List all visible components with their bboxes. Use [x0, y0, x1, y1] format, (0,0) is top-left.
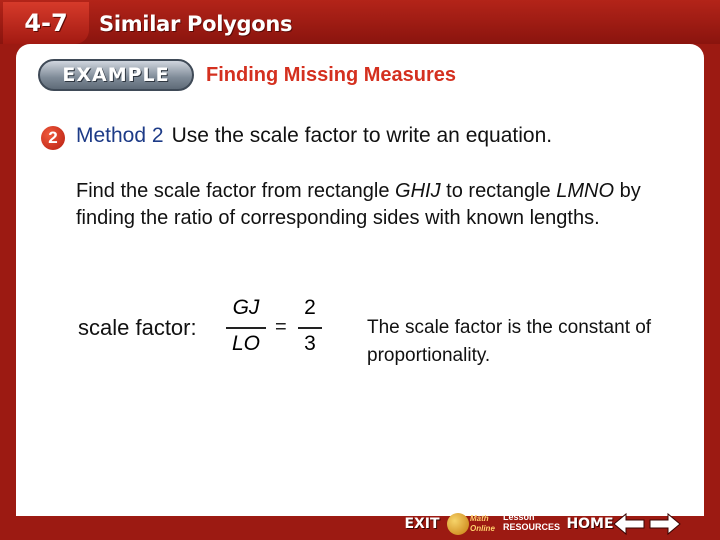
value-fraction — [298, 296, 322, 362]
previous-arrow-icon[interactable] — [612, 512, 646, 536]
content-panel — [16, 44, 704, 516]
instruction-paragraph — [76, 178, 666, 232]
proportionality-note: The scale factor is the constant of proportionality. — [367, 317, 652, 366]
method-text: Use the scale factor to write an equation. — [171, 124, 553, 147]
next-arrow-icon[interactable] — [648, 512, 682, 536]
lesson-resources-link[interactable]: Lesson RESOURCES — [503, 512, 561, 532]
paragraph-text-2: to rectangle — [440, 180, 557, 202]
math-online-globe-icon[interactable] — [447, 513, 469, 535]
fraction-bar — [298, 327, 322, 329]
lesson-number-tab: 4-7 — [3, 2, 89, 44]
method-label: Method 2 — [76, 124, 164, 147]
equals-sign: = — [275, 316, 287, 338]
fraction-bar — [226, 327, 266, 329]
side-ratio-fraction — [226, 296, 266, 362]
example-title: Finding Missing Measures — [206, 64, 457, 86]
ratio-numerator: GJ — [232, 296, 260, 319]
value-denominator: 3 — [304, 332, 316, 355]
step-number-badge: 2 — [41, 126, 65, 150]
shape-name-ghij: GHIJ — [395, 180, 441, 202]
lesson-title: Similar Polygons — [99, 12, 293, 36]
ratio-denominator: LO — [231, 332, 260, 355]
value-numerator: 2 — [304, 296, 316, 319]
math-online-link[interactable]: Math Online — [470, 514, 495, 533]
method-line — [76, 124, 552, 148]
shape-name-lmno: LMNO — [556, 180, 615, 202]
example-badge: EXAMPLE — [38, 59, 194, 91]
navigation-bar — [0, 508, 720, 540]
paragraph-text-1: Find the scale factor from rectangle — [76, 180, 396, 202]
paragraph-text-3: by finding the ratio of corresponding sides with known lengths. — [76, 180, 641, 229]
exit-button[interactable]: EXIT — [404, 516, 440, 532]
scale-factor-formula — [78, 296, 318, 366]
home-button[interactable]: HOME — [566, 516, 614, 532]
scale-factor-label: scale factor: — [78, 315, 197, 340]
